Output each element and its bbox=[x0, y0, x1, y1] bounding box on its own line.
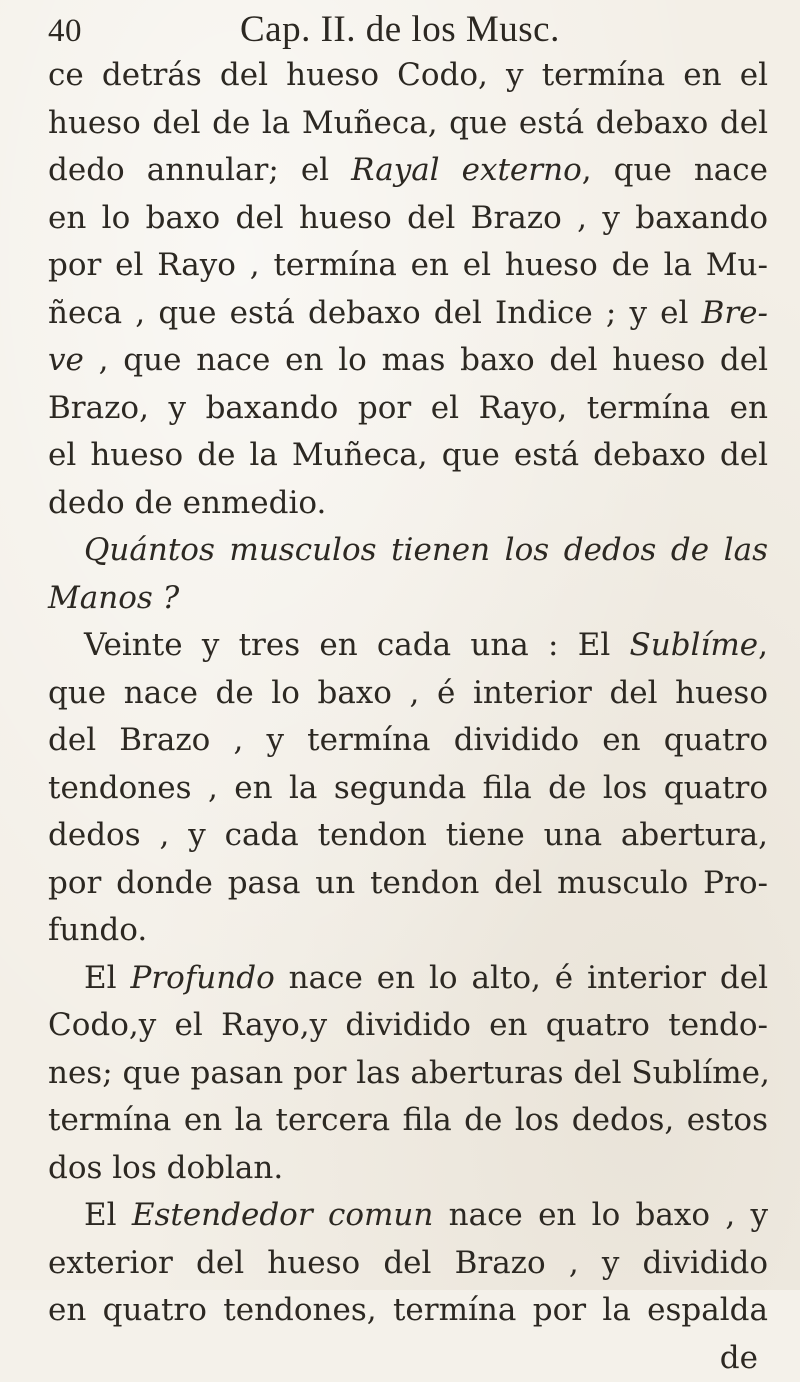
text-line: el hueso de la Muñeca, que está debaxo del bbox=[48, 432, 768, 480]
text-line: hueso del de la Muñeca, que está debaxo del bbox=[48, 100, 768, 148]
text-line: nes; que pasan por las aberturas del Sublíme, bbox=[48, 1050, 768, 1098]
text-run: Veinte y tres en cada una : El bbox=[84, 627, 630, 663]
text-line: en lo baxo del hueso del Brazo , y baxando bbox=[48, 195, 768, 243]
muscle-name-sublime: Sublíme bbox=[630, 627, 759, 663]
text-run: , que nace bbox=[582, 152, 768, 188]
muscle-name-profundo: Profundo bbox=[130, 960, 274, 996]
body-text bbox=[48, 52, 768, 1382]
muscle-name-estendedor-comun: Estendedor comun bbox=[132, 1197, 433, 1233]
text-line: dos los doblan. bbox=[48, 1145, 768, 1193]
text-line: en quatro tendones, termína por la espalda bbox=[48, 1287, 768, 1335]
text-line: dedos , y cada tendon tiene una abertura, bbox=[48, 812, 768, 860]
catchword: de bbox=[48, 1335, 768, 1382]
text-line: termína en la tercera fila de los dedos, estos bbox=[48, 1097, 768, 1145]
text-line: Brazo, y baxando por el Rayo, termína en bbox=[48, 385, 768, 433]
page-number: 40 bbox=[48, 9, 240, 53]
text-run: , que nace en lo mas baxo del hueso del bbox=[84, 342, 768, 378]
text-run: dedo annular; el bbox=[48, 152, 351, 188]
text-line: que nace de lo baxo , é interior del hueso bbox=[48, 670, 768, 718]
text-line: tendones , en la segunda fila de los quatro bbox=[48, 765, 768, 813]
text-run: , bbox=[758, 627, 768, 663]
muscle-name-breve-part1: Bre- bbox=[702, 295, 768, 331]
text-line: fundo. bbox=[48, 907, 768, 955]
muscle-name-rayal-externo: Rayal externo bbox=[351, 152, 582, 188]
question-heading-cont: Manos ? bbox=[48, 575, 768, 623]
text-line bbox=[48, 1192, 768, 1240]
text-line: exterior del hueso del Brazo , y dividido bbox=[48, 1240, 768, 1288]
text-line bbox=[48, 622, 768, 670]
text-run: El bbox=[84, 960, 130, 996]
text-line bbox=[48, 337, 768, 385]
text-run: ñeca , que está debaxo del Indice ; y el bbox=[48, 295, 702, 331]
text-line: por el Rayo , termína en el hueso de la Mu- bbox=[48, 242, 768, 290]
text-line bbox=[48, 955, 768, 1003]
running-head bbox=[48, 8, 768, 52]
question-heading: Quántos musculos tienen los dedos de las bbox=[48, 527, 768, 575]
text-line: del Brazo , y termína dividido en quatro bbox=[48, 717, 768, 765]
text-line: ce detrás del hueso Codo, y termína en el bbox=[48, 52, 768, 100]
text-line: dedo de enmedio. bbox=[48, 480, 768, 528]
text-line: Codo,y el Rayo,y dividido en quatro tendo- bbox=[48, 1002, 768, 1050]
text-line bbox=[48, 147, 768, 195]
text-run: El bbox=[84, 1197, 132, 1233]
text-line bbox=[48, 290, 768, 338]
running-title: Cap. II. de los Musc. bbox=[240, 8, 560, 52]
text-line: por donde pasa un tendon del musculo Pro- bbox=[48, 860, 768, 908]
text-run: nace en lo alto, é interior del bbox=[275, 960, 768, 996]
text-run: nace en lo baxo , y bbox=[433, 1197, 768, 1233]
muscle-name-breve-part2: ve bbox=[48, 342, 84, 378]
